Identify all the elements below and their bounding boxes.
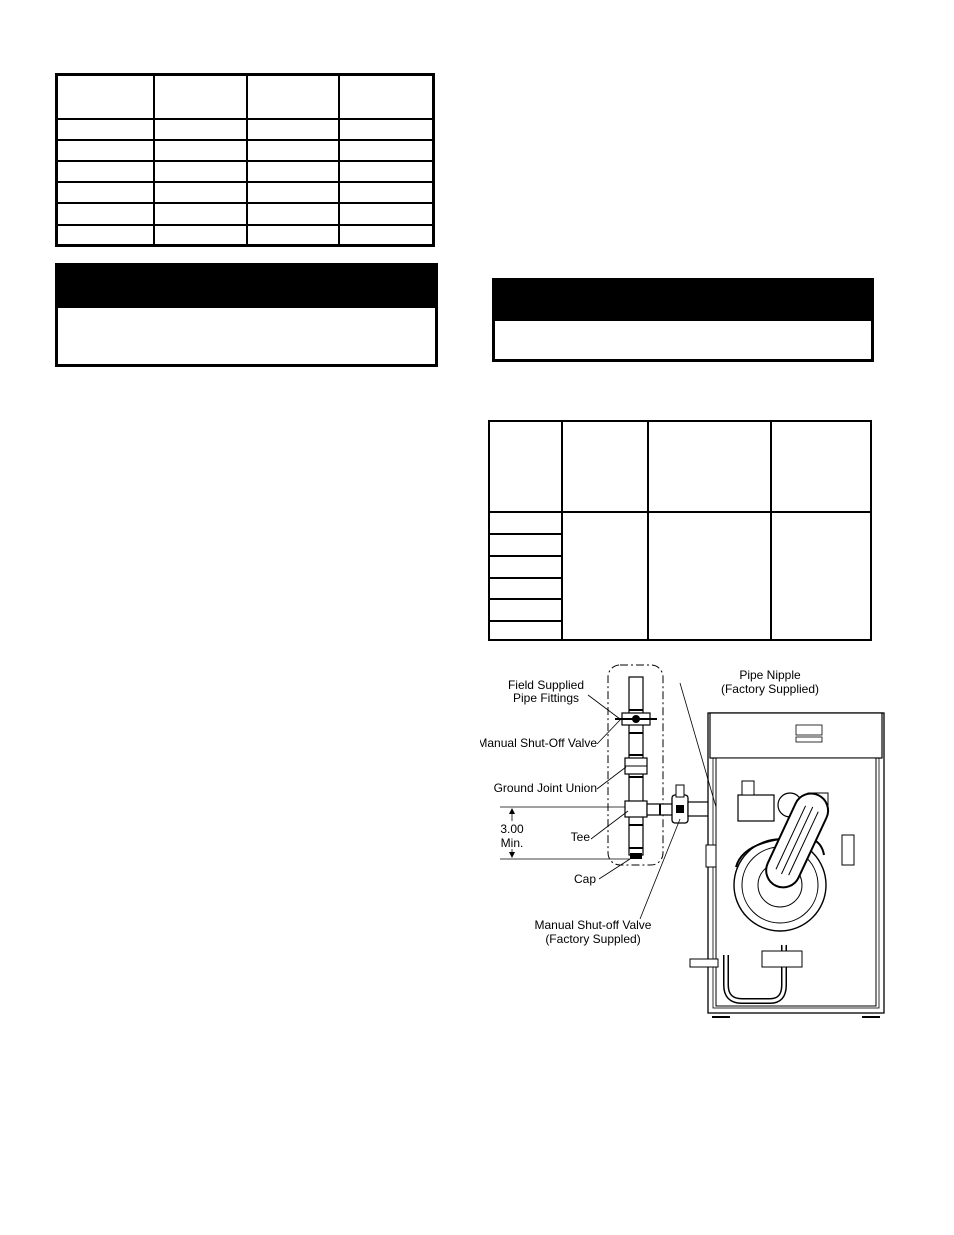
table-row-divider [490,577,561,579]
table-row [58,203,432,226]
tee-shape [625,801,647,817]
label-tee: Tee [570,830,590,844]
label-factory-shutoff-2: (Factory Suppled) [545,932,641,946]
boiler-top-jacket [710,713,882,758]
table-row [58,139,432,162]
left-table [55,73,435,247]
table-column-divider [647,422,649,639]
table-row-divider [490,533,561,535]
piping-diagram-svg [480,655,900,1025]
label-cap: Cap [573,872,596,886]
table-column-divider [561,422,563,639]
label-field-supplied-1: Field Supplied [507,678,585,692]
table-row [58,160,432,183]
gas-valve-shape [738,795,774,821]
label-field-supplied-2: Pipe Fittings [512,691,580,705]
warning-box-right [492,278,874,362]
table-row [58,181,432,204]
right-table [488,420,872,641]
table-column-divider [153,76,155,244]
table-row-divider [490,620,561,622]
label-pipe-nipple-1: Pipe Nipple [739,668,801,682]
label-ground-joint-union: Ground Joint Union [493,781,597,795]
table-row [58,118,432,141]
warning-header-bar [495,281,871,321]
label-dimension-value: 3.00 [500,822,524,836]
table-header-row [58,76,432,120]
warning-box-left [55,263,438,367]
cap-shape [630,853,642,859]
warning-header-bar [58,266,435,308]
table-header-divider [490,511,870,513]
table-row-divider [490,555,561,557]
table-column-divider [246,76,248,244]
label-factory-shutoff-1: Manual Shut-off Valve [534,918,652,932]
label-pipe-nipple-2: (Factory Supplied) [720,682,820,696]
label-manual-shutoff-valve: Manual Shut-Off Valve [480,736,597,750]
table-column-divider [338,76,340,244]
label-dimension-unit: Min. [500,836,524,850]
table-row-divider [490,598,561,600]
gas-piping-diagram [480,655,900,1025]
table-column-divider [770,422,772,639]
